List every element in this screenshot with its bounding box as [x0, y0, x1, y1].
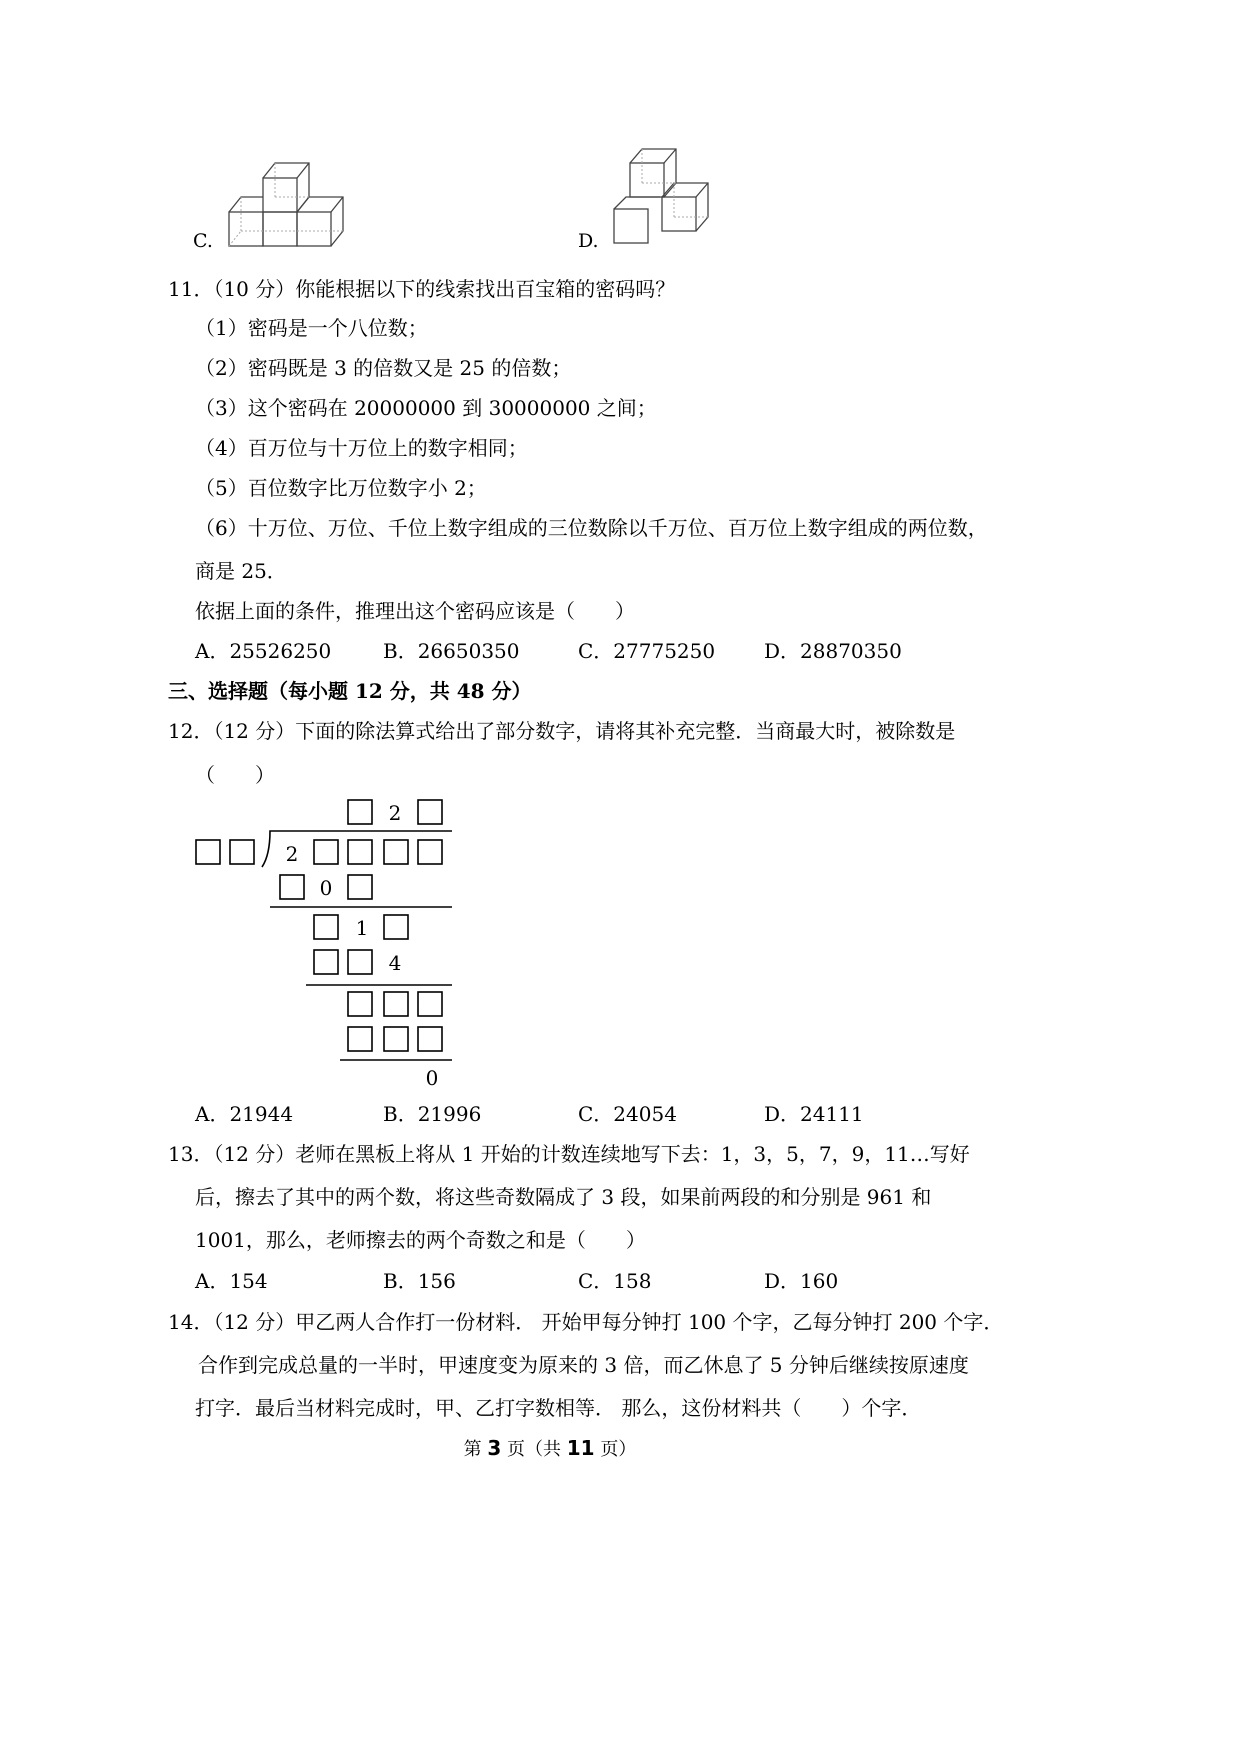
q12-paren: （ ）: [195, 763, 275, 787]
footer-post: 页）: [594, 1439, 637, 1460]
page-footer: [0, 1436, 1100, 1462]
section-3-heading: 三、选择题（每小题 12 分，共 48 分）: [168, 679, 532, 703]
dividend-first-digit: 2: [285, 842, 299, 866]
footer-total-pages: 11: [566, 1436, 595, 1460]
q11-clue-4: （4）百万位与十万位上的数字相同；: [195, 436, 528, 460]
option-c-label: C.: [193, 230, 213, 252]
q11-clue-2: （2）密码既是 3 的倍数又是 25 的倍数；: [195, 356, 572, 380]
product-digit: 0: [319, 876, 333, 900]
q13-option-d[interactable]: D．160: [764, 1269, 839, 1293]
remainder-digit: 1: [355, 916, 369, 940]
q13-line-1: 13．（12 分）老师在黑板上将从 1 开始的计数连续地写下去：1，3，5，7，9，11…写好: [168, 1142, 970, 1166]
cube-figure-d: [610, 145, 720, 250]
option-d-label: D.: [578, 230, 599, 252]
q12-option-d[interactable]: D．24111: [764, 1102, 864, 1126]
q11-option-d[interactable]: D．28870350: [764, 639, 902, 663]
product2-digit: 4: [388, 951, 402, 975]
footer-mid: 页（共: [501, 1439, 567, 1460]
q14-line-1: 14．（12 分）甲乙两人合作打一份材料． 开始甲每分钟打 100 个字，乙每分钟打 200 个字．: [168, 1310, 1004, 1334]
q11-clue-5: （5）百位数字比万位数字小 2；: [195, 476, 487, 500]
q14-line-3: 打字．最后当材料完成时，甲、乙打字数相等． 那么，这份材料共（ ）个字．: [195, 1396, 922, 1420]
q11-clue-1: （1）密码是一个八位数；: [195, 316, 428, 340]
q11-clue-6-cont: 商是 25．: [195, 559, 287, 583]
footer-page-number: 3: [487, 1436, 502, 1460]
q12-option-a[interactable]: A．21944: [195, 1102, 294, 1126]
cube-figure-c: [225, 155, 355, 250]
q11-option-c[interactable]: C．27775250: [578, 639, 716, 663]
q11-head: 11．（10 分）你能根据以下的线索找出百宝箱的密码吗？: [168, 277, 676, 301]
footer-pre: 第: [463, 1439, 488, 1460]
q13-option-b[interactable]: B．156: [383, 1269, 456, 1293]
quotient-digit: 2: [388, 801, 402, 825]
q14-line-2: 合作到完成总量的一半时，甲速度变为原来的 3 倍，而乙休息了 5 分钟后继续按原速度: [198, 1353, 969, 1377]
q12-option-b[interactable]: B．21996: [383, 1102, 482, 1126]
q13-option-c[interactable]: C．158: [578, 1269, 652, 1293]
q12-option-c[interactable]: C．24054: [578, 1102, 677, 1126]
q13-option-a[interactable]: A．154: [195, 1269, 268, 1293]
q11-clue-6: （6）十万位、万位、千位上数字组成的三位数除以千万位、百万位上数字组成的两位数，: [195, 516, 988, 540]
q11-clue-3: （3）这个密码在 20000000 到 30000000 之间；: [195, 396, 657, 420]
q11-option-b[interactable]: B．26650350: [383, 639, 520, 663]
q12-head: 12．（12 分）下面的除法算式给出了部分数字，请将其补充完整．当商最大时，被除数是: [168, 719, 956, 743]
q11-ask: 依据上面的条件，推理出这个密码应该是（ ）: [195, 599, 635, 623]
q13-line-2: 后，擦去了其中的两个数，将这些奇数隔成了 3 段，如果前两段的和分别是 961 和: [195, 1185, 932, 1209]
q11-option-a[interactable]: A．25526250: [195, 639, 332, 663]
final-remainder: 0: [425, 1066, 439, 1090]
long-division-figure: [190, 795, 460, 1095]
q13-line-3: 1001，那么，老师擦去的两个奇数之和是（ ）: [195, 1228, 646, 1252]
